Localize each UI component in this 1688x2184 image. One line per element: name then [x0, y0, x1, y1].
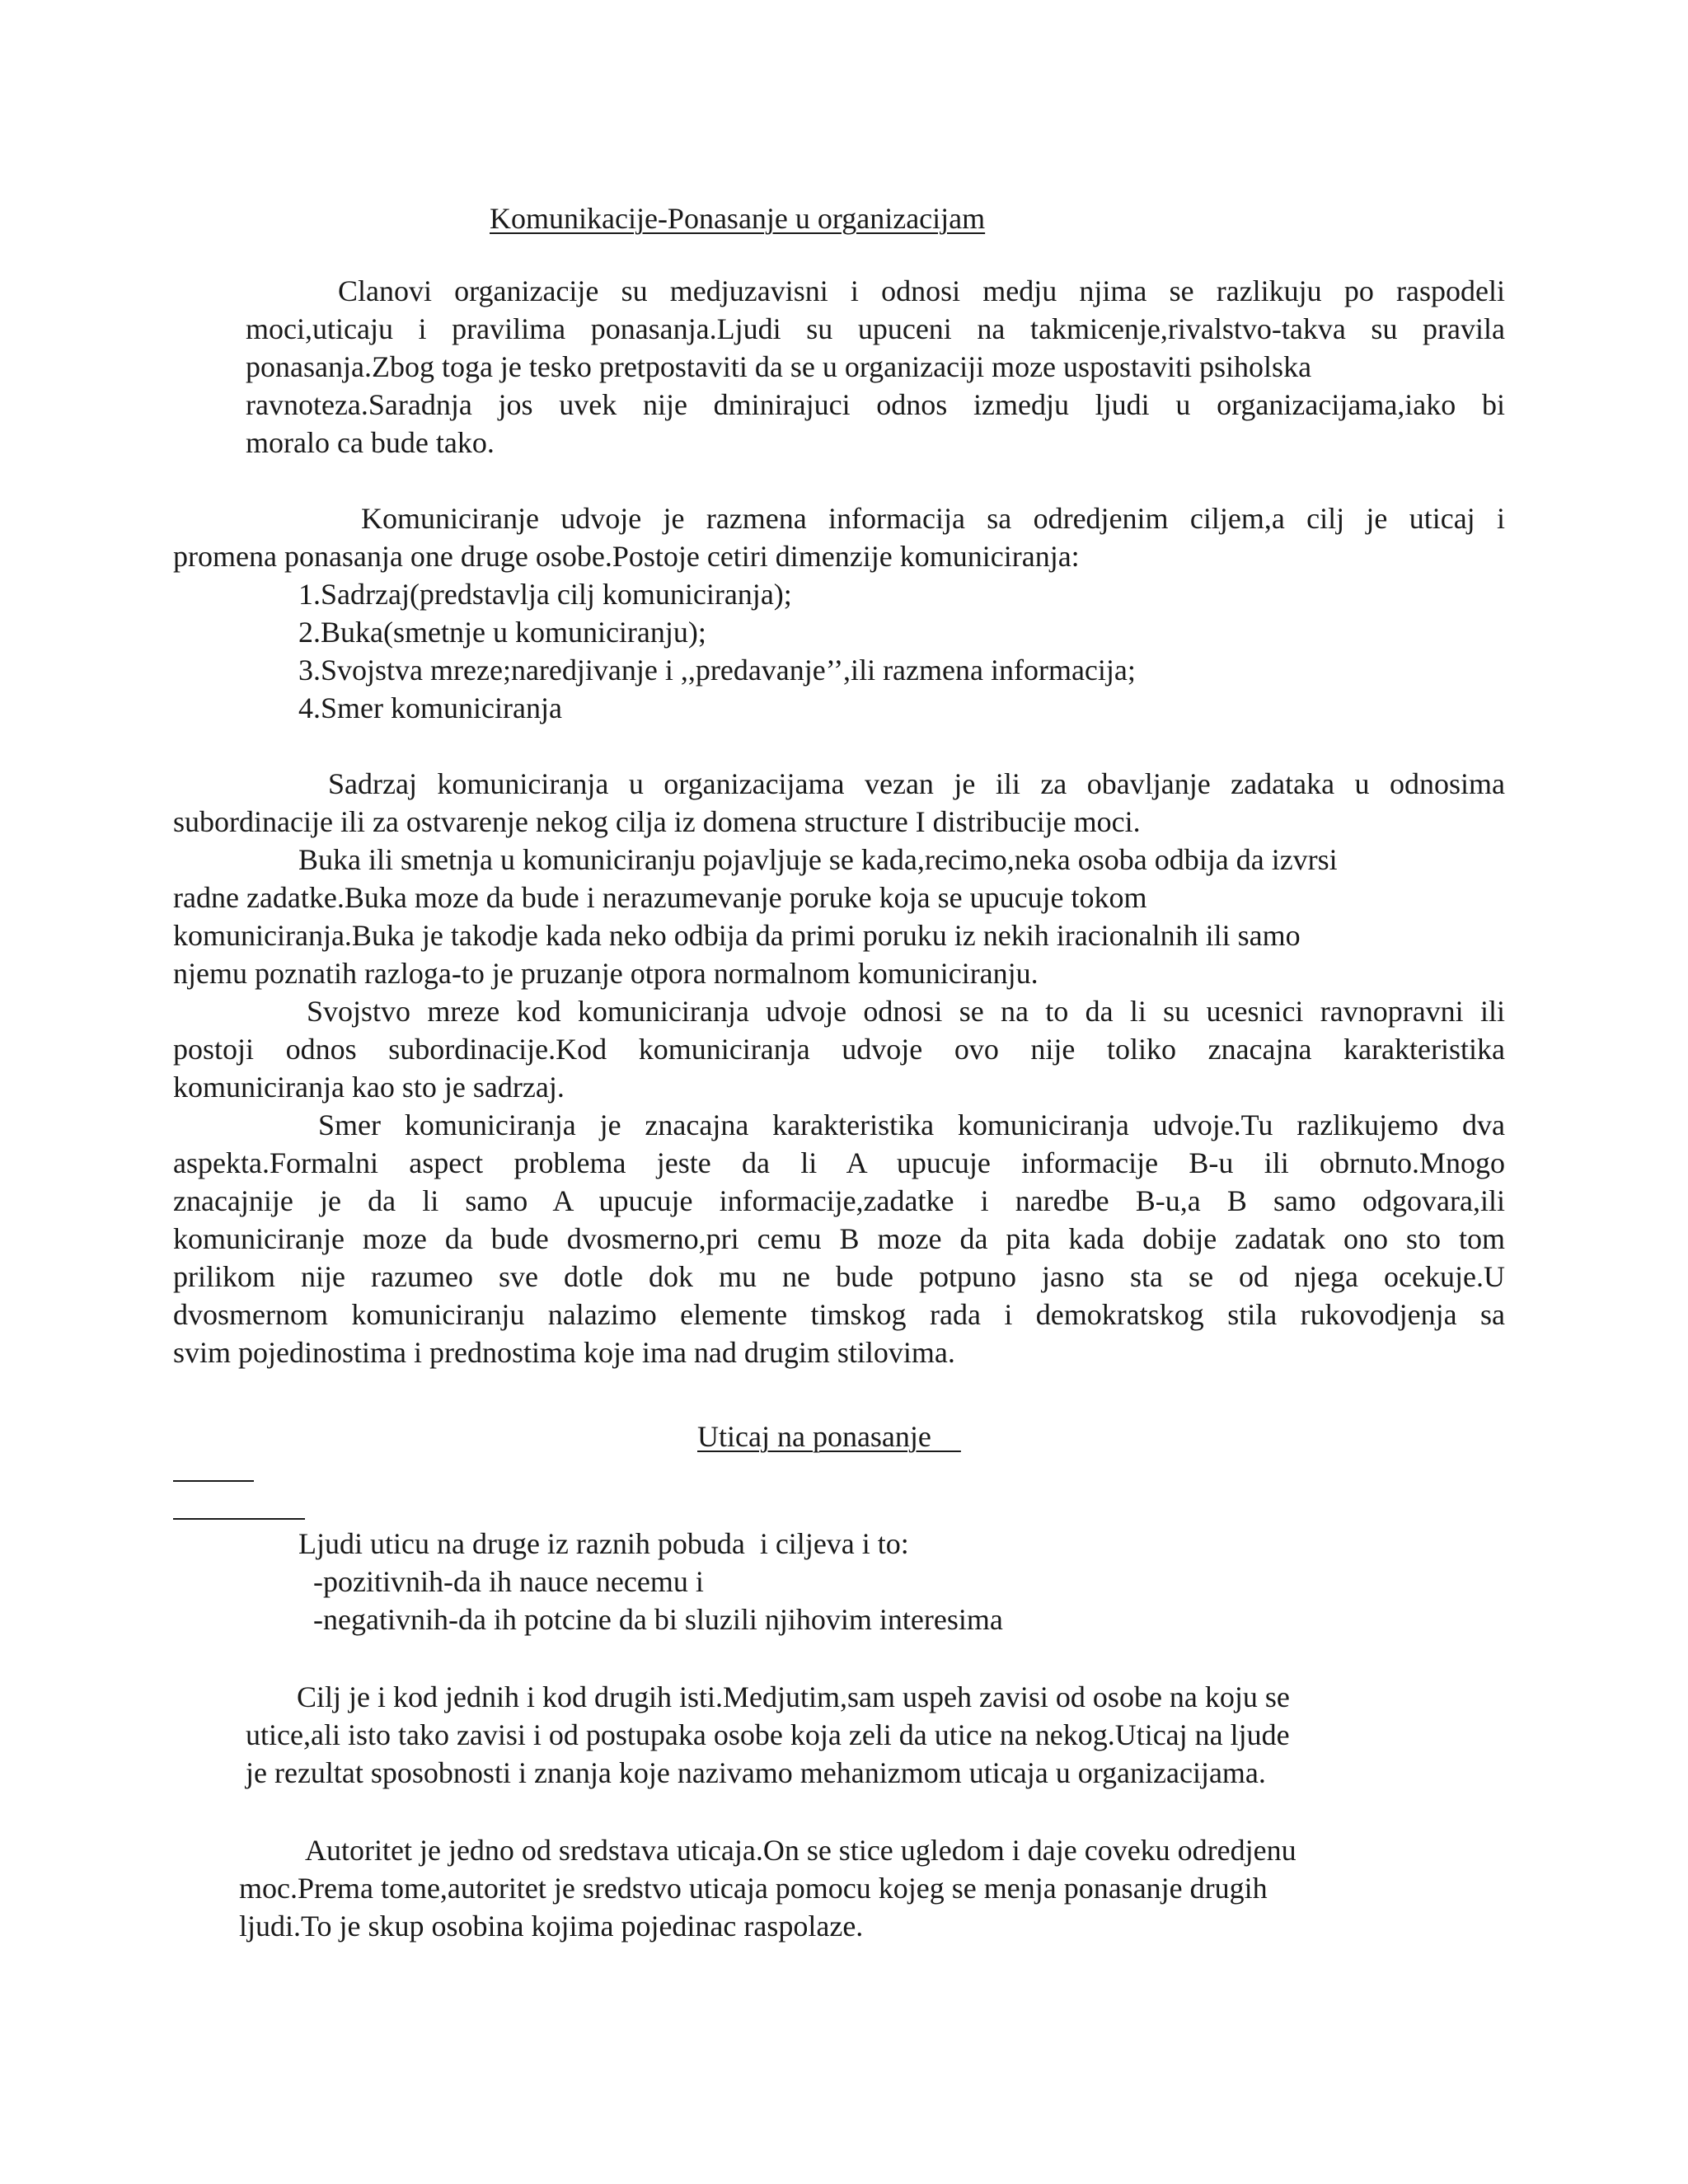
text-line: ravnoteza.Saradnja jos uvek nije dminirajuci odnos izmedju ljudi u organizacijama,iako bi [246, 388, 1505, 421]
text-line: komuniciranja.Buka je takodje kada neko odbija da primi poruku iz nekih iracionalnih ili samo [173, 919, 1301, 952]
paragraph-noise [173, 841, 1505, 992]
text-line: moci,uticaju i pravilima ponasanja.Ljudi su upuceni na takmicenje,rivalstvo-takva su pravila [246, 312, 1505, 345]
list-item: 1.Sadrzaj(predstavlja cilj komuniciranja); [298, 578, 792, 611]
text-line: Komuniciranje udvoje je razmena informacija sa odredjenim ciljem,a cilj je uticaj i [361, 502, 1505, 535]
list-item: 3.Svojstva mreze;naredjivanje i ,,predavanje’’,ili razmena informacija; [298, 654, 1136, 687]
text-line: ljudi.To je skup osobina kojima pojedinac raspolaze. [239, 1910, 864, 1943]
paragraph-authority [239, 1831, 1475, 1945]
text-line: radne zadatke.Buka moze da bude i nerazumevanje poruke koja se upucuje tokom [173, 881, 1147, 914]
text-line: ponasanja.Zbog toga je tesko pretpostaviti da se u organizaciji moze uspostaviti psiholska [246, 350, 1312, 383]
text-line: utice,ali isto tako zavisi i od postupaka osobe koja zeli da utice na nekog.Uticaj na ljude [246, 1718, 1290, 1751]
document-title: Komunikacije-Ponasanje u organizacijam [490, 202, 986, 235]
paragraph-influence [298, 1525, 1452, 1638]
paragraph-network [173, 992, 1505, 1106]
text-line: Clanovi organizacije su medjuzavisni i odnosi medju njima se razlikuju po raspodeli [338, 274, 1505, 307]
paragraph-direction [173, 1106, 1505, 1371]
text-line: postoji odnos subordinacije.Kod komuniciranja udvoje ovo nije toliko znacajna karakteristika [173, 1033, 1505, 1066]
text-line: Sadrzaj komuniciranja u organizacijama vezan je ili za obavljanje zadataka u odnosima [328, 767, 1505, 800]
list-item: -pozitivnih-da ih nauce necemu i [298, 1565, 704, 1598]
text-line: prilikom nije razumeo sve dotle dok mu ne bude potpuno jasno sta se od njega ocekuje.U [173, 1260, 1505, 1293]
text-line: Smer komuniciranja je znacajna karakteristika komuniciranja udvoje.Tu razlikujemo dva [318, 1108, 1505, 1141]
text-line: Svojstvo mreze kod komuniciranja udvoje odnosi se na to da li su ucesnici ravnopravni ili [307, 995, 1505, 1028]
paragraph-goal [246, 1678, 1482, 1792]
section-heading: Uticaj na ponasanje [697, 1420, 961, 1453]
text-line: komuniciranje moze da bude dvosmerno,pri cemu B moze da pita kada dobije zadatak ono sto tom [173, 1222, 1505, 1255]
paragraph-members [246, 272, 1505, 462]
horizontal-rule [173, 1518, 305, 1520]
text-line: subordinacije ili za ostvarenje nekog cilja iz domena structure I distribucije moci. [173, 805, 1141, 838]
text-line: moc.Prema tome,autoritet je sredstvo uticaja pomocu kojeg se menja ponasanje drugih [239, 1872, 1268, 1905]
list-item: 2.Buka(smetnje u komuniciranju); [298, 616, 706, 649]
text-line: Autoritet je jedno od sredstava uticaja.On se stice ugledom i daje coveku odredjenu [305, 1834, 1296, 1867]
horizontal-rule [173, 1480, 254, 1482]
paragraph-content [173, 765, 1505, 841]
text-line: Cilj je i kod jednih i kod drugih isti.Medjutim,sam uspeh zavisi od osobe na koju se [297, 1680, 1290, 1713]
text-line: aspekta.Formalni aspect problema jeste da li A upucuje informacije B-u ili obrnuto.Mnogo [173, 1146, 1505, 1179]
list-item: -negativnih-da ih potcine da bi sluzili njihovim interesima [298, 1603, 1003, 1636]
text-line: Buka ili smetnja u komuniciranju pojavljuje se kada,recimo,neka osoba odbija da izvrsi [298, 843, 1338, 876]
text-line: znacajnije je da li samo A upucuje informacije,zadatke i naredbe B-u,a B samo odgovara,ili [173, 1184, 1505, 1217]
text-line: njemu poznatih razloga-to je pruzanje otpora normalnom komuniciranju. [173, 957, 1039, 990]
list-item: 4.Smer komuniciranja [298, 691, 562, 724]
text-line: promena ponasanja one druge osobe.Postoje cetiri dimenzije komuniciranja: [173, 540, 1080, 573]
text-line: je rezultat sposobnosti i znanja koje nazivamo mehanizmom uticaja u organizacijama. [246, 1756, 1266, 1789]
dimensions-list [298, 575, 1452, 727]
paragraph-communication [173, 499, 1505, 575]
text-line: dvosmernom komuniciranju nalazimo elemente timskog rada i demokratskog stila rukovodjenja sa [173, 1298, 1505, 1331]
text-line: svim pojedinostima i prednostima koje ima nad drugim stilovima. [173, 1336, 955, 1369]
text-line: komuniciranja kao sto je sadrzaj. [173, 1071, 565, 1104]
text-line: Ljudi uticu na druge iz raznih pobuda i ciljeva i to: [298, 1527, 909, 1560]
text-line: moralo ca bude tako. [246, 426, 495, 459]
